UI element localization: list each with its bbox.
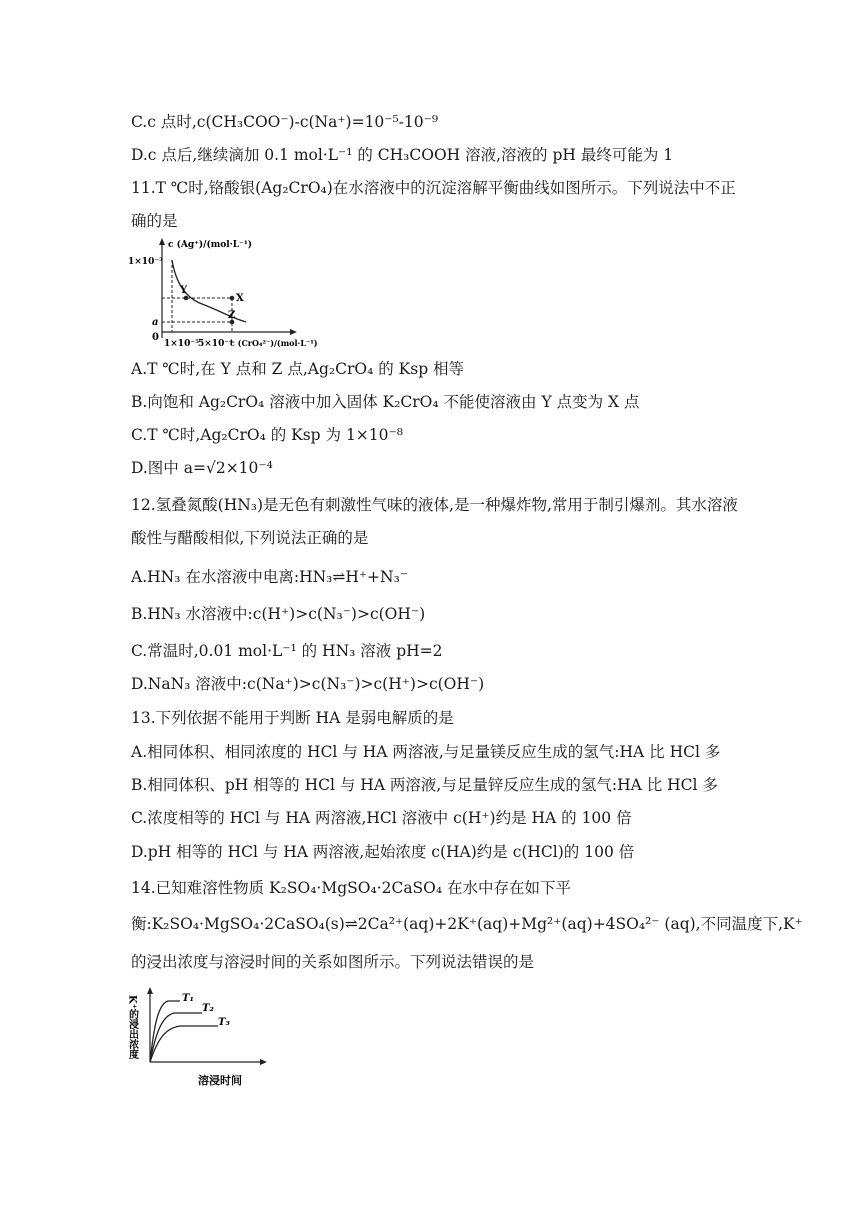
option-b-q12: B.HN₃ 水溶液中:c(H⁺)>c(N₃⁻)>c(OH⁻) — [131, 605, 426, 623]
option-a-q12: A.HN₃ 在水溶液中电离:HN₃⇌H⁺+N₃⁻ — [131, 568, 408, 586]
fig2-xlabel: 溶浸时间 — [198, 1074, 242, 1087]
fig1-ylabel: c (Ag⁺)/(mol·L⁻¹) — [168, 240, 253, 250]
curve-t3 — [150, 1026, 218, 1062]
y-axis-arrow — [159, 238, 165, 245]
point-x-marker — [230, 296, 235, 301]
x-axis-arrow — [290, 329, 297, 335]
option-d-q10: D.c 点后,继续滴加 0.1 mol·L⁻¹ 的 CH₃COOH 溶液,溶液的 pH 最终可能为 1 — [131, 146, 674, 164]
fig2-ylabel: K⁺的浸出浓度 — [126, 995, 138, 1059]
option-b-q11: B.向饱和 Ag₂CrO₄ 溶液中加入固体 K₂CrO₄ 不能使溶液由 Y 点变为 X 点 — [131, 393, 640, 411]
option-d-q12: D.NaN₃ 溶液中:c(Na⁺)>c(N₃⁻)>c(H⁺)>c(OH⁻) — [131, 675, 485, 693]
fig1-xlabel: c (CrO₄²⁻)/(mol·L⁻¹) — [230, 338, 318, 348]
option-d-q11: D.图中 a=√2×10⁻⁴ — [131, 459, 273, 477]
fig2-label-t2: T₂ — [202, 1003, 214, 1014]
question-11-stem-cont: 确的是 — [131, 212, 178, 230]
fig2-x-axis-arrow — [260, 1059, 267, 1065]
fig1-xtick-2: 5×10⁻⁴ — [198, 339, 234, 349]
question-12-stem-cont: 酸性与醋酸相似,下列说法正确的是 — [131, 529, 369, 547]
option-b-q13: B.相同体积、pH 相等的 HCl 与 HA 两溶液,与足量锌反应生成的氢气:HA 比 HCl 多 — [131, 776, 718, 794]
question-12-stem: 12.氢叠氮酸(HN₃)是无色有刺激性气味的液体,是一种爆炸物,常用于制引爆剂。其水溶液 — [131, 496, 738, 514]
question-14-stem: 14.已知难溶性物质 K₂SO₄·MgSO₄·2CaSO₄ 在水中存在如下平 — [131, 879, 572, 897]
fig1-ytick-top: 1×10⁻³ — [128, 257, 164, 267]
option-a-q11: A.T ℃时,在 Y 点和 Z 点,Ag₂CrO₄ 的 Ksp 相等 — [131, 360, 465, 378]
question-11-stem: 11.T ℃时,铬酸银(Ag₂CrO₄)在水溶液中的沉淀溶解平衡曲线如图所示。下列说法中不正 — [131, 179, 736, 197]
fig1-point-z-label: Z — [228, 310, 236, 321]
question-14-stem-end: 的浸出浓度与溶浸时间的关系如图所示。下列说法错误的是 — [131, 953, 535, 971]
option-a-q13: A.相同体积、相同浓度的 HCl 与 HA 两溶液,与足量镁反应生成的氢气:HA 比 HCl 多 — [131, 743, 721, 761]
fig1-point-x-label: X — [236, 293, 244, 304]
fig1-point-y-label: Y — [180, 285, 188, 296]
question-14-equation: 衡:K₂SO₄·MgSO₄·2CaSO₄(s)⇌2Ca²⁺(aq)+2K⁺(aq)+Mg²⁺(aq)+4SO₄²⁻ (aq),不同温度下,K⁺ — [131, 915, 803, 933]
option-c-q11: C.T ℃时,Ag₂CrO₄ 的 Ksp 为 1×10⁻⁸ — [131, 426, 403, 444]
option-c-q12: C.常温时,0.01 mol·L⁻¹ 的 HN₃ 溶液 pH=2 — [131, 642, 443, 660]
figure-solubility-curve — [128, 236, 318, 350]
question-13-stem: 13.下列依据不能用于判断 HA 是弱电解质的是 — [131, 709, 454, 727]
fig2-label-t1: T₁ — [182, 993, 194, 1004]
fig1-ytick-a: a — [152, 317, 159, 328]
option-c-q10: C.c 点时,c(CH₃COO⁻)-c(Na⁺)=10⁻⁵-10⁻⁹ — [131, 113, 439, 131]
fig2-y-axis-arrow — [147, 987, 153, 994]
fig1-xtick-1: 1×10⁻⁵ — [164, 339, 200, 349]
figure-leaching-curves — [128, 986, 268, 1090]
point-y-marker — [184, 296, 189, 301]
option-d-q13: D.pH 相等的 HCl 与 HA 两溶液,起始浓度 c(HA)约是 c(HCl)的 100 倍 — [131, 843, 635, 861]
option-c-q13: C.浓度相等的 HCl 与 HA 两溶液,HCl 溶液中 c(H⁺)约是 HA 的 100 倍 — [131, 809, 632, 827]
fig1-origin: 0 — [152, 332, 159, 343]
curve-t1 — [150, 1001, 180, 1062]
curve-t2 — [150, 1013, 202, 1062]
fig2-label-t3: T₃ — [218, 1017, 230, 1028]
